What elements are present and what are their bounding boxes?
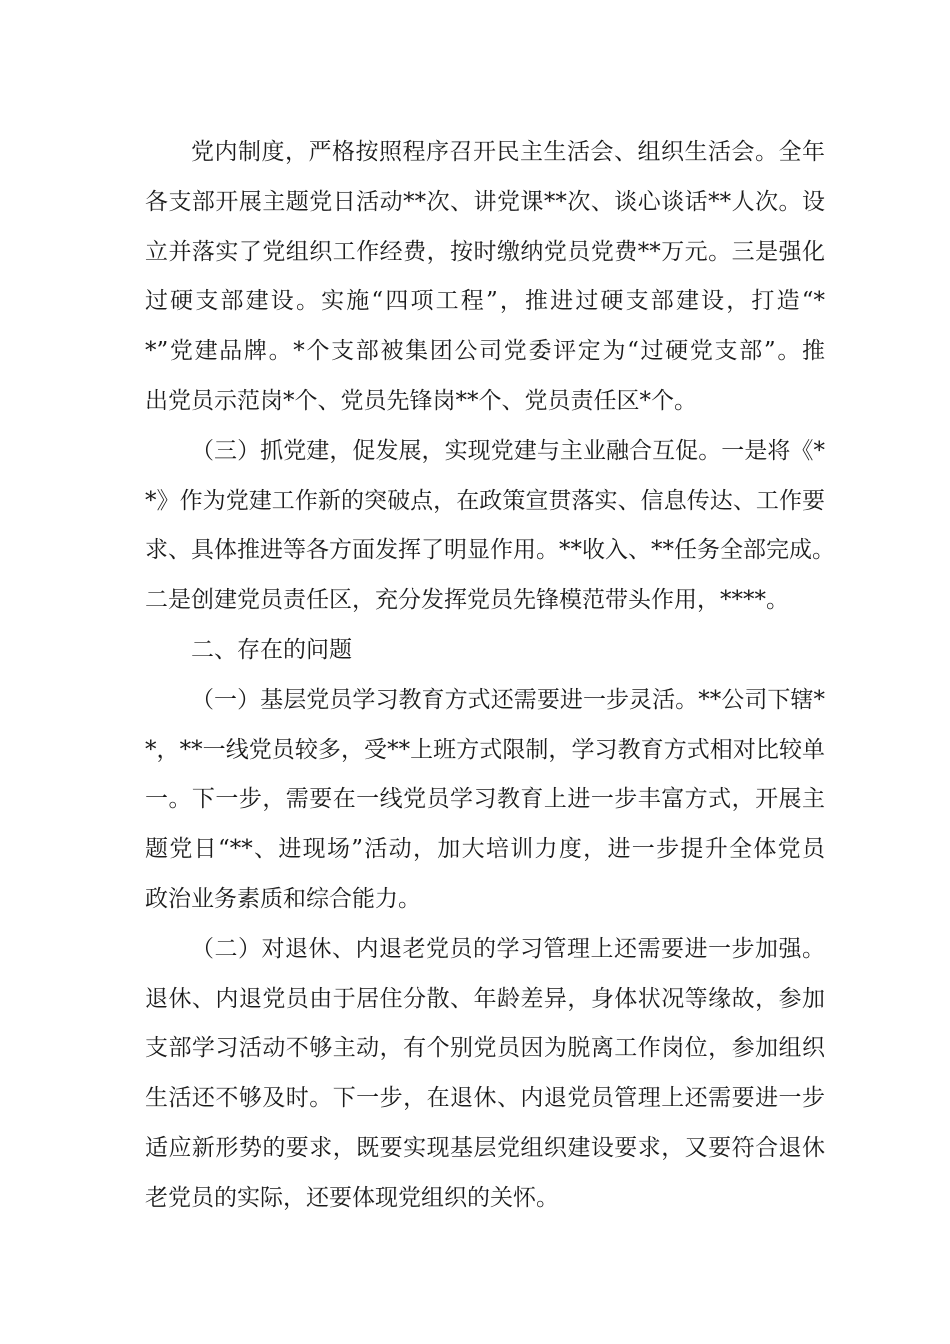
text-line: 立并落实了党组织工作经费，按时缴纳党员党费**万元。三是强化 [145, 238, 825, 265]
text-line: 党内制度，严格按照程序召开民主生活会、组织生活会。全年 [191, 139, 825, 165]
text-line: 退休、内退党员由于居住分散、年龄差异，身体状况等缘故，参加 [145, 985, 825, 1012]
text-line: 政治业务素质和综合能力。 [145, 885, 421, 912]
text-line: 适应新形势的要求，既要实现基层党组织建设要求，又要符合退休 [145, 1134, 825, 1161]
text-line: （二）对退休、内退老党员的学习管理上还需要进一步加强。 [191, 935, 825, 962]
text-line: 老党员的实际，还要体现党组织的关怀。 [145, 1184, 559, 1211]
text-line: 一。下一步，需要在一线党员学习教育上进一步丰富方式，开展主 [145, 786, 825, 813]
text-line: 生活还不够及时。下一步，在退休、内退党员管理上还需要进一步 [145, 1085, 825, 1112]
text-line: *”党建品牌。*个支部被集团公司党委评定为“过硬党支部”。推 [145, 338, 825, 365]
text-line: *，**一线党员较多，受**上班方式限制，学习教育方式相对比较单 [145, 736, 825, 763]
text-line: 支部学习活动不够主动，有个别党员因为脱离工作岗位，参加组织 [145, 1035, 825, 1062]
text-line: 题党日“**、进现场”活动，加大培训力度，进一步提升全体党员 [145, 836, 825, 863]
text-line: 出党员示范岗*个、党员先锋岗**个、党员责任区*个。 [145, 387, 697, 414]
text-line: 二是创建党员责任区，充分发挥党员先锋模范带头作用，****。 [145, 587, 789, 614]
text-line: （一）基层党员学习教育方式还需要进一步灵活。**公司下辖* [191, 686, 825, 713]
text-line: 各支部开展主题党日活动**次、讲党课**次、谈心谈话**人次。设 [145, 188, 825, 215]
text-line: 过硬支部建设。实施“四项工程”，推进过硬支部建设，打造“* [145, 288, 825, 315]
text-line: *》作为党建工作新的突破点，在政策宣贯落实、信息传达、工作要 [145, 487, 825, 514]
text-line: 求、具体推进等各方面发挥了明显作用。**收入、**任务全部完成。 [145, 537, 835, 564]
document-body [145, 128, 835, 1224]
text-line: （三）抓党建，促发展，实现党建与主业融合互促。一是将《* [191, 437, 825, 464]
text-line: 二、存在的问题 [191, 636, 352, 663]
